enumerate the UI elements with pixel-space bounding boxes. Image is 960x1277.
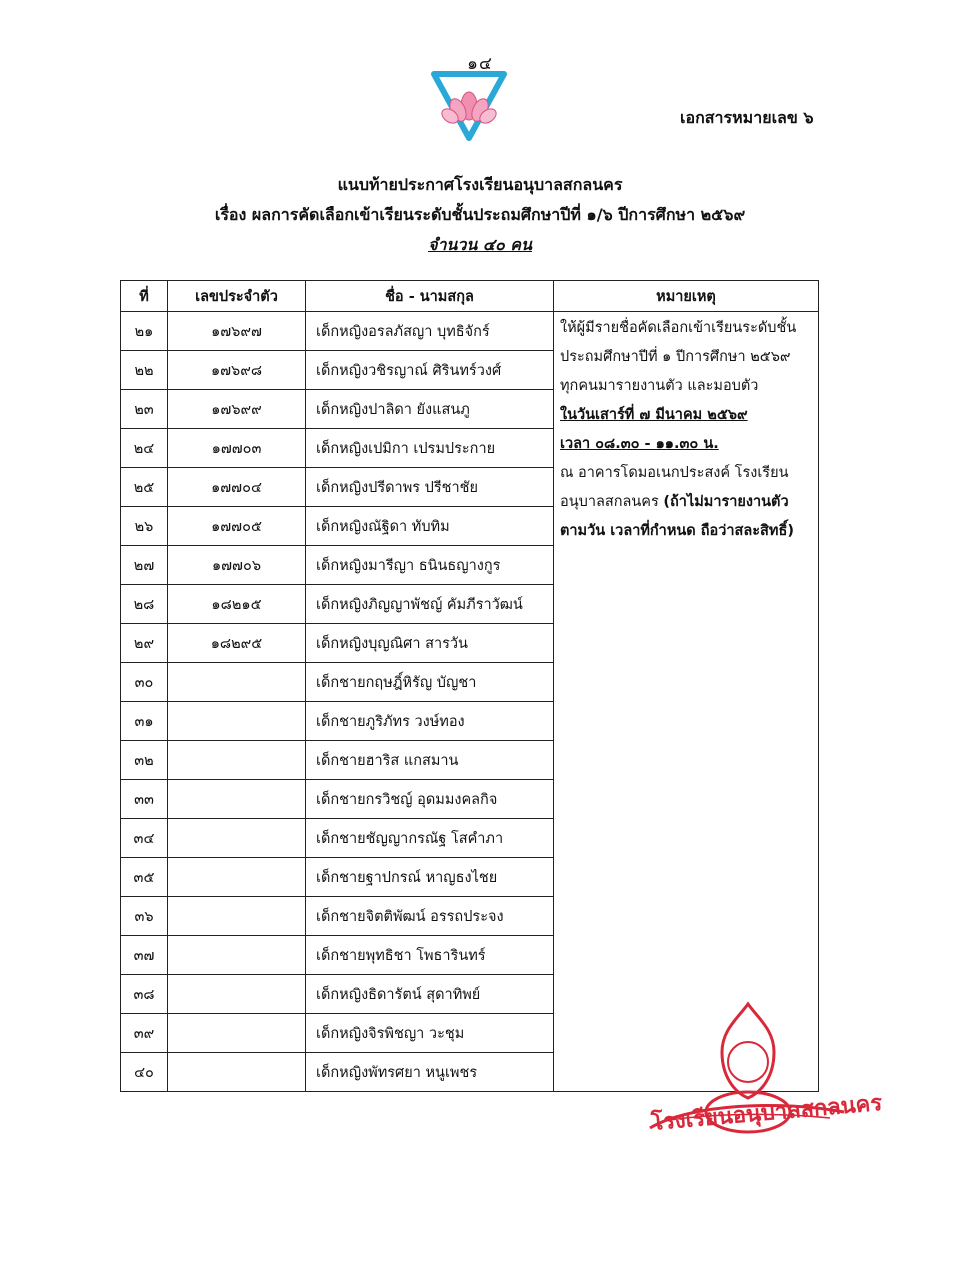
row-number: ๓๘ — [121, 975, 168, 1014]
results-table — [120, 280, 819, 1092]
row-number: ๓๗ — [121, 936, 168, 975]
student-name: เด็กหญิงมารีญา ธนินธญางกูร — [306, 546, 554, 585]
column-header-no: ที่ — [121, 281, 168, 312]
row-number: ๓๙ — [121, 1014, 168, 1053]
student-id: ๑๗๗๐๓ — [168, 429, 306, 468]
row-number: ๓๕ — [121, 858, 168, 897]
remark-date: ในวันเสาร์ที่ ๗ มีนาคม ๒๕๖๙ — [560, 407, 748, 423]
page-number: ๑๔ — [467, 54, 493, 74]
student-id: ๑๘๒๙๕ — [168, 624, 306, 663]
student-id: ๑๗๖๙๗ — [168, 312, 306, 351]
heading-count: จำนวน ๔๐ คน — [428, 235, 532, 254]
student-name: เด็กหญิงวชิรญาณ์ ศิรินทร์วงศ์ — [306, 351, 554, 390]
student-id — [168, 819, 306, 858]
student-name: เด็กหญิงจิรพิชญา วะชุม — [306, 1014, 554, 1053]
student-id — [168, 975, 306, 1014]
student-name: เด็กหญิงปรีดาพร ปรีชาชัย — [306, 468, 554, 507]
remark-line: ทุกคนมารายงานตัว และมอบตัว — [560, 378, 759, 394]
student-name: เด็กหญิงธิดารัตน์ สุดาทิพย์ — [306, 975, 554, 1014]
heading-block — [0, 170, 960, 260]
student-id — [168, 897, 306, 936]
student-name: เด็กหญิงบุญณิศา สารวัน — [306, 624, 554, 663]
heading-announcement: แนบท้ายประกาศโรงเรียนอนุบาลสกลนคร — [337, 175, 623, 194]
student-name: เด็กชายฐาปกรณ์ หาญธงไชย — [306, 858, 554, 897]
row-number: ๓๑ — [121, 702, 168, 741]
student-name: เด็กชายกรวิชญ์ อุดมมงคลกิจ — [306, 780, 554, 819]
student-id: ๑๗๗๐๔ — [168, 468, 306, 507]
student-id — [168, 780, 306, 819]
student-name: เด็กชายพุทธิชา โพธารินทร์ — [306, 936, 554, 975]
school-seal-stamp — [630, 1000, 884, 1160]
document-label: เอกสารหมายเลข ๖ — [680, 108, 814, 127]
student-name: เด็กหญิงภิญญาพัชญ์ คัมภีราวัฒน์ — [306, 585, 554, 624]
row-number: ๓๔ — [121, 819, 168, 858]
student-name: เด็กหญิงอรลภัสญา บุทธิจักร์ — [306, 312, 554, 351]
row-number: ๓๖ — [121, 897, 168, 936]
student-name: เด็กชายฮาริส แกสมาน — [306, 741, 554, 780]
school-logo — [430, 70, 508, 150]
student-id — [168, 741, 306, 780]
student-id — [168, 663, 306, 702]
row-number: ๒๕ — [121, 468, 168, 507]
student-id: ๑๗๖๙๙ — [168, 390, 306, 429]
table-header-row — [121, 281, 819, 312]
remark-line — [560, 488, 812, 517]
student-id: ๑๗๗๐๖ — [168, 546, 306, 585]
remark-warning: ตามวัน เวลาที่กำหนด ถือว่าสละสิทธิ์) — [560, 523, 794, 539]
student-name: เด็กหญิงปาลิดา ยังแสนภู — [306, 390, 554, 429]
row-number: ๔๐ — [121, 1053, 168, 1092]
row-number: ๓๒ — [121, 741, 168, 780]
student-id — [168, 858, 306, 897]
student-id: ๑๗๗๐๕ — [168, 507, 306, 546]
row-number: ๒๗ — [121, 546, 168, 585]
row-number: ๒๔ — [121, 429, 168, 468]
student-id: ๑๘๒๑๕ — [168, 585, 306, 624]
row-number: ๒๓ — [121, 390, 168, 429]
column-header-id: เลขประจำตัว — [168, 281, 306, 312]
remark-line: ให้ผู้มีรายชื่อคัดเลือกเข้าเรียนระดับชั้น — [560, 320, 797, 336]
student-name: เด็กชายภูริภัทร วงษ์ทอง — [306, 702, 554, 741]
heading-subject: เรื่อง ผลการคัดเลือกเข้าเรียนระดับชั้นประถมศึกษาปีที่ ๑/๖ ปีการศึกษา ๒๕๖๙ — [214, 205, 746, 224]
student-id — [168, 1014, 306, 1053]
seal-text: โรงเรียนอนุบาลสกลนคร — [650, 1090, 884, 1136]
student-name: เด็กหญิงณัฐิดา ทับทิม — [306, 507, 554, 546]
row-number: ๓๓ — [121, 780, 168, 819]
remark-text: อนุบาลสกลนคร — [560, 494, 664, 510]
row-number: ๒๒ — [121, 351, 168, 390]
student-name: เด็กชายจิตติพัฒน์ อรรถประจง — [306, 897, 554, 936]
student-name: เด็กหญิงพัทรศยา หนูเพชร — [306, 1053, 554, 1092]
remark-time: เวลา ๐๘.๓๐ - ๑๑.๓๐ น. — [560, 436, 719, 452]
remark-line: ประถมศึกษาปีที่ ๑ ปีการศึกษา ๒๕๖๙ — [560, 349, 791, 365]
table-row — [121, 312, 819, 351]
row-number: ๒๙ — [121, 624, 168, 663]
student-name: เด็กชายกฤษฎิ์หิรัญ บัญชา — [306, 663, 554, 702]
student-id — [168, 1053, 306, 1092]
student-id — [168, 936, 306, 975]
row-number: ๒๘ — [121, 585, 168, 624]
student-id — [168, 702, 306, 741]
row-number: ๒๑ — [121, 312, 168, 351]
student-id: ๑๗๖๙๘ — [168, 351, 306, 390]
remark-line: ณ อาคารโดมอเนกประสงค์ โรงเรียน — [560, 465, 789, 481]
remark-cell — [554, 312, 819, 1092]
row-number: ๓๐ — [121, 663, 168, 702]
student-name: เด็กหญิงเปมิกา เปรมประกาย — [306, 429, 554, 468]
student-name: เด็กชายชัญญากรณัฐ โสคำภา — [306, 819, 554, 858]
row-number: ๒๖ — [121, 507, 168, 546]
column-header-name: ชื่อ - นามสกุล — [306, 281, 554, 312]
remark-warning: (ถ้าไม่มารายงานตัว — [663, 494, 789, 510]
column-header-remark: หมายเหตุ — [554, 281, 819, 312]
